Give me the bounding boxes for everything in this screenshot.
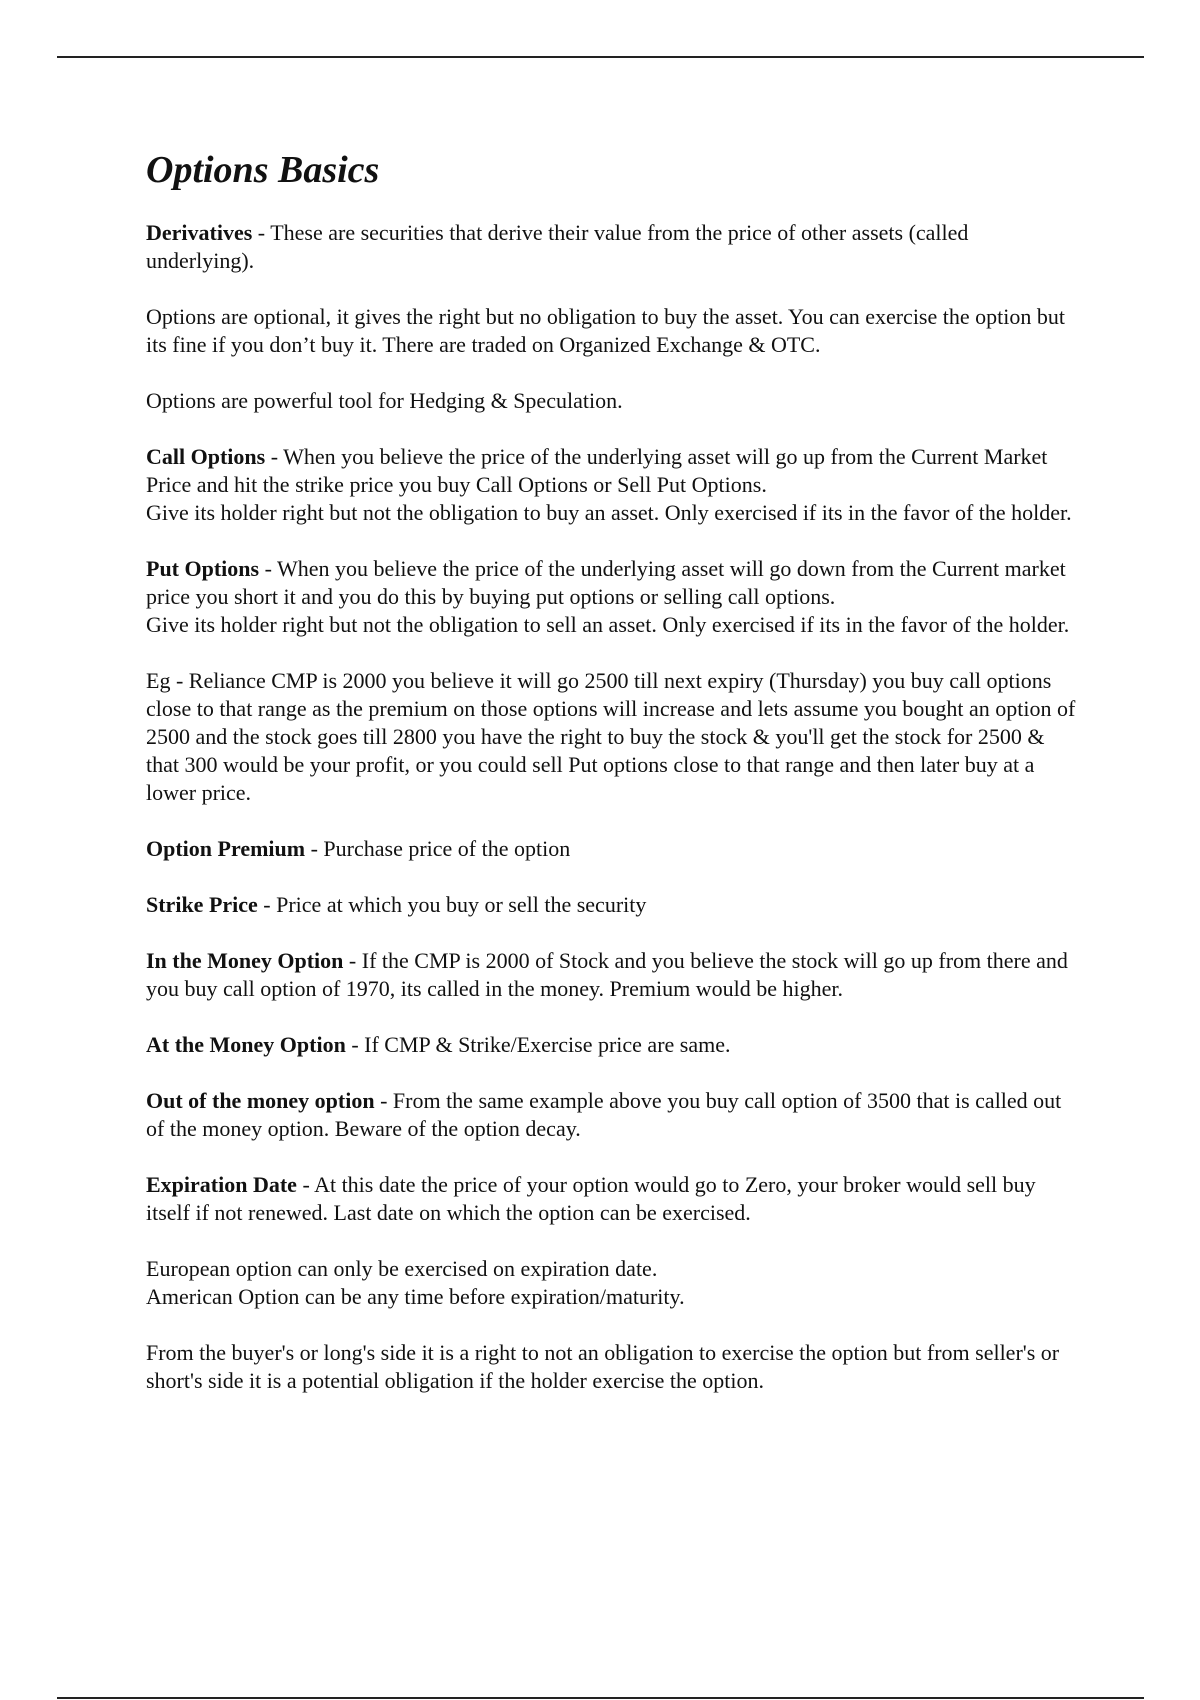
term-label: At the Money Option [146,1032,346,1057]
term-label: Strike Price [146,892,258,917]
term-label: In the Money Option [146,948,344,973]
paragraph-text: From the buyer's or long's side it is a right to not an obligation to exercise the option but from seller's or short's side it is a potential obligation if the holder exercise the option. [146,1340,1060,1393]
paragraph-text: - If the CMP is 2000 of Stock and you believe the stock will go up from there and you buy call option of 1970, its called in the money. Premium would be higher. [146,948,1068,1001]
paragraph-text: - If CMP & Strike/Exercise price are same. [345,1032,731,1057]
paragraph-strike-price [146,891,1076,919]
paragraph-text: - Price at which you buy or sell the security [257,892,647,917]
term-label: Put Options [146,556,260,581]
term-label: Out of the money option [146,1088,375,1113]
paragraph-example [146,667,1076,807]
paragraph-extra-line: Give its holder right but not the obligation to sell an asset. Only exercised if its in the favor of the holder. [146,612,1070,637]
paragraph-text: European option can only be exercised on expiration date. [146,1256,658,1281]
paragraph-text: Eg - Reliance CMP is 2000 you believe it will go 2500 till next expiry (Thursday) you buy call options close to that range as the premium on those options will increase and lets assume you bought an option of 2500 and the stock goes till 2800 you have the right to buy the stock & you'll get the stock for 2500 & that 300 would be your profit, or you could sell Put options close to that range and then later buy at a lower price. [146,668,1076,805]
paragraph-expiration-date [146,1171,1076,1227]
term-label: Call Options [146,444,266,469]
paragraph-text: - From the same example above you buy call option of 3500 that is called out of the money option. Beware of the option decay. [146,1088,1062,1141]
paragraph-text: - These are securities that derive their value from the price of other assets (called underlying). [146,220,969,273]
paragraph-call-options [146,443,1076,527]
paragraph-in-the-money [146,947,1076,1003]
header-rule [57,56,1144,58]
paragraph-buyer-seller [146,1339,1076,1395]
paragraph-put-options [146,555,1076,639]
term-label: Derivatives [146,220,253,245]
paragraph-out-of-the-money [146,1087,1076,1143]
paragraph-european-american [146,1255,1076,1311]
term-label: Expiration Date [146,1172,297,1197]
paragraph-options-optional [146,303,1076,359]
paragraph-text: Options are optional, it gives the right but no obligation to buy the asset. You can exercise the option but its fine if you don’t buy it. There are traded on Organized Exchange & OTC. [146,304,1065,357]
paragraph-derivatives [146,219,1076,275]
paragraph-text: - At this date the price of your option would go to Zero, your broker would sell buy itself if not renewed. Last date on which the option can be exercised. [146,1172,1036,1225]
paragraph-text: - Purchase price of the option [305,836,571,861]
page-title: Options Basics [146,149,380,191]
paragraph-text: - When you believe the price of the underlying asset will go up from the Current Market Price and hit the strike price you buy Call Options or Sell Put Options. [146,444,1048,497]
paragraph-extra-line: Give its holder right but not the obligation to buy an asset. Only exercised if its in the favor of the holder. [146,500,1072,525]
paragraph-at-the-money [146,1031,1076,1059]
paragraph-extra-line: American Option can be any time before expiration/maturity. [146,1284,685,1309]
footer-rule [57,1697,1144,1699]
document-body [146,143,1076,1423]
paragraph-text: - When you believe the price of the underlying asset will go down from the Current market price you short it and you do this by buying put options or selling call options. [146,556,1066,609]
paragraph-text: Options are powerful tool for Hedging & Speculation. [146,388,623,413]
paragraph-option-premium [146,835,1076,863]
term-label: Option Premium [146,836,306,861]
paragraph-powerful-tool [146,387,1076,415]
